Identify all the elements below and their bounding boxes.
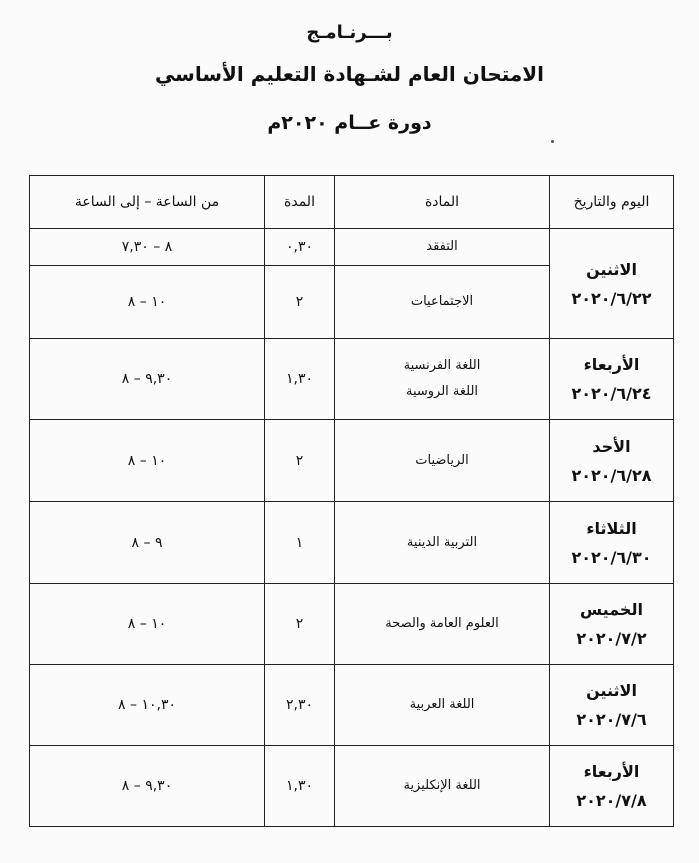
day-date: ٢٠٢٠/٦/٢٤ [571, 384, 652, 403]
time-cell: ١٠ – ٨ [30, 266, 265, 339]
scan-speck [551, 140, 554, 143]
table-row [30, 746, 674, 827]
duration-cell: ١,٣٠ [265, 746, 335, 827]
session-year: دورة عــام ٢٠٢٠م [267, 112, 432, 134]
day-date: ٢٠٢٠/٧/٢ [576, 629, 647, 648]
day-cell [550, 339, 674, 420]
day-cell [550, 420, 674, 502]
day-name: الأحد [592, 436, 631, 456]
table-row [30, 665, 674, 746]
table-row [30, 584, 674, 665]
day-date: ٢٠٢٠/٧/٦ [576, 710, 647, 729]
day-cell [550, 502, 674, 584]
day-name: الاثنين [586, 259, 637, 279]
table-row [30, 229, 674, 266]
subject-cell: الاجتماعيات [335, 266, 550, 339]
subject-cell [335, 339, 550, 420]
day-cell [550, 665, 674, 746]
day-date: ٢٠٢٠/٦/٢٨ [571, 465, 652, 485]
subject-french: اللغة الفرنسية [403, 358, 481, 373]
day-name: الخميس [580, 600, 643, 619]
table-row [30, 502, 674, 584]
subject-cell: اللغة الإنكليزية [335, 746, 550, 827]
day-name: الأربعاء [583, 762, 640, 781]
subject-cell: الرياضيات [335, 420, 550, 502]
exam-schedule-table [29, 175, 674, 827]
table-header-row [30, 176, 674, 229]
header-day-date: اليوم والتاريخ [550, 176, 674, 229]
duration-cell: ١ [265, 502, 335, 584]
subject-cell: التفقد [335, 229, 550, 266]
time-cell: ٩,٣٠ – ٨ [30, 746, 265, 827]
duration-cell: ٠,٣٠ [265, 229, 335, 266]
time-cell: ٩ – ٨ [30, 502, 265, 584]
day-name: الأربعاء [583, 355, 640, 374]
day-cell [550, 746, 674, 827]
header-subject: المادة [335, 176, 550, 229]
table-row [30, 339, 674, 420]
day-date: ٢٠٢٠/٦/٣٠ [571, 547, 652, 567]
time-cell: ١٠,٣٠ – ٨ [30, 665, 265, 746]
time-cell: ١٠ – ٨ [30, 584, 265, 665]
time-cell: ٨ – ٧,٣٠ [30, 229, 265, 266]
duration-cell: ١,٣٠ [265, 339, 335, 420]
day-cell [550, 229, 674, 339]
time-cell: ٩,٣٠ – ٨ [30, 339, 265, 420]
subject-cell: العلوم العامة والصحة [335, 584, 550, 665]
duration-cell: ٢ [265, 266, 335, 339]
header-time: من الساعة – إلى الساعة [30, 176, 265, 229]
duration-cell: ٢ [265, 584, 335, 665]
subject-cell: اللغة العربية [335, 665, 550, 746]
time-cell: ١٠ – ٨ [30, 420, 265, 502]
header-duration: المدة [265, 176, 335, 229]
exam-title: الامتحان العام لشـهادة التعليم الأساسي [154, 62, 545, 86]
table-row [30, 420, 674, 502]
day-cell [550, 584, 674, 665]
subject-cell: التربية الدينية [335, 502, 550, 584]
day-name: الثلاثاء [586, 518, 637, 538]
schedule-title: بـــرنـامـج [306, 22, 393, 43]
day-date: ٢٠٢٠/٧/٨ [576, 791, 647, 810]
day-name: الاثنين [586, 681, 637, 700]
duration-cell: ٢,٣٠ [265, 665, 335, 746]
subject-russian: اللغة الروسية [405, 384, 479, 399]
duration-cell: ٢ [265, 420, 335, 502]
day-date: ٢٠٢٠/٦/٢٢ [571, 288, 652, 308]
